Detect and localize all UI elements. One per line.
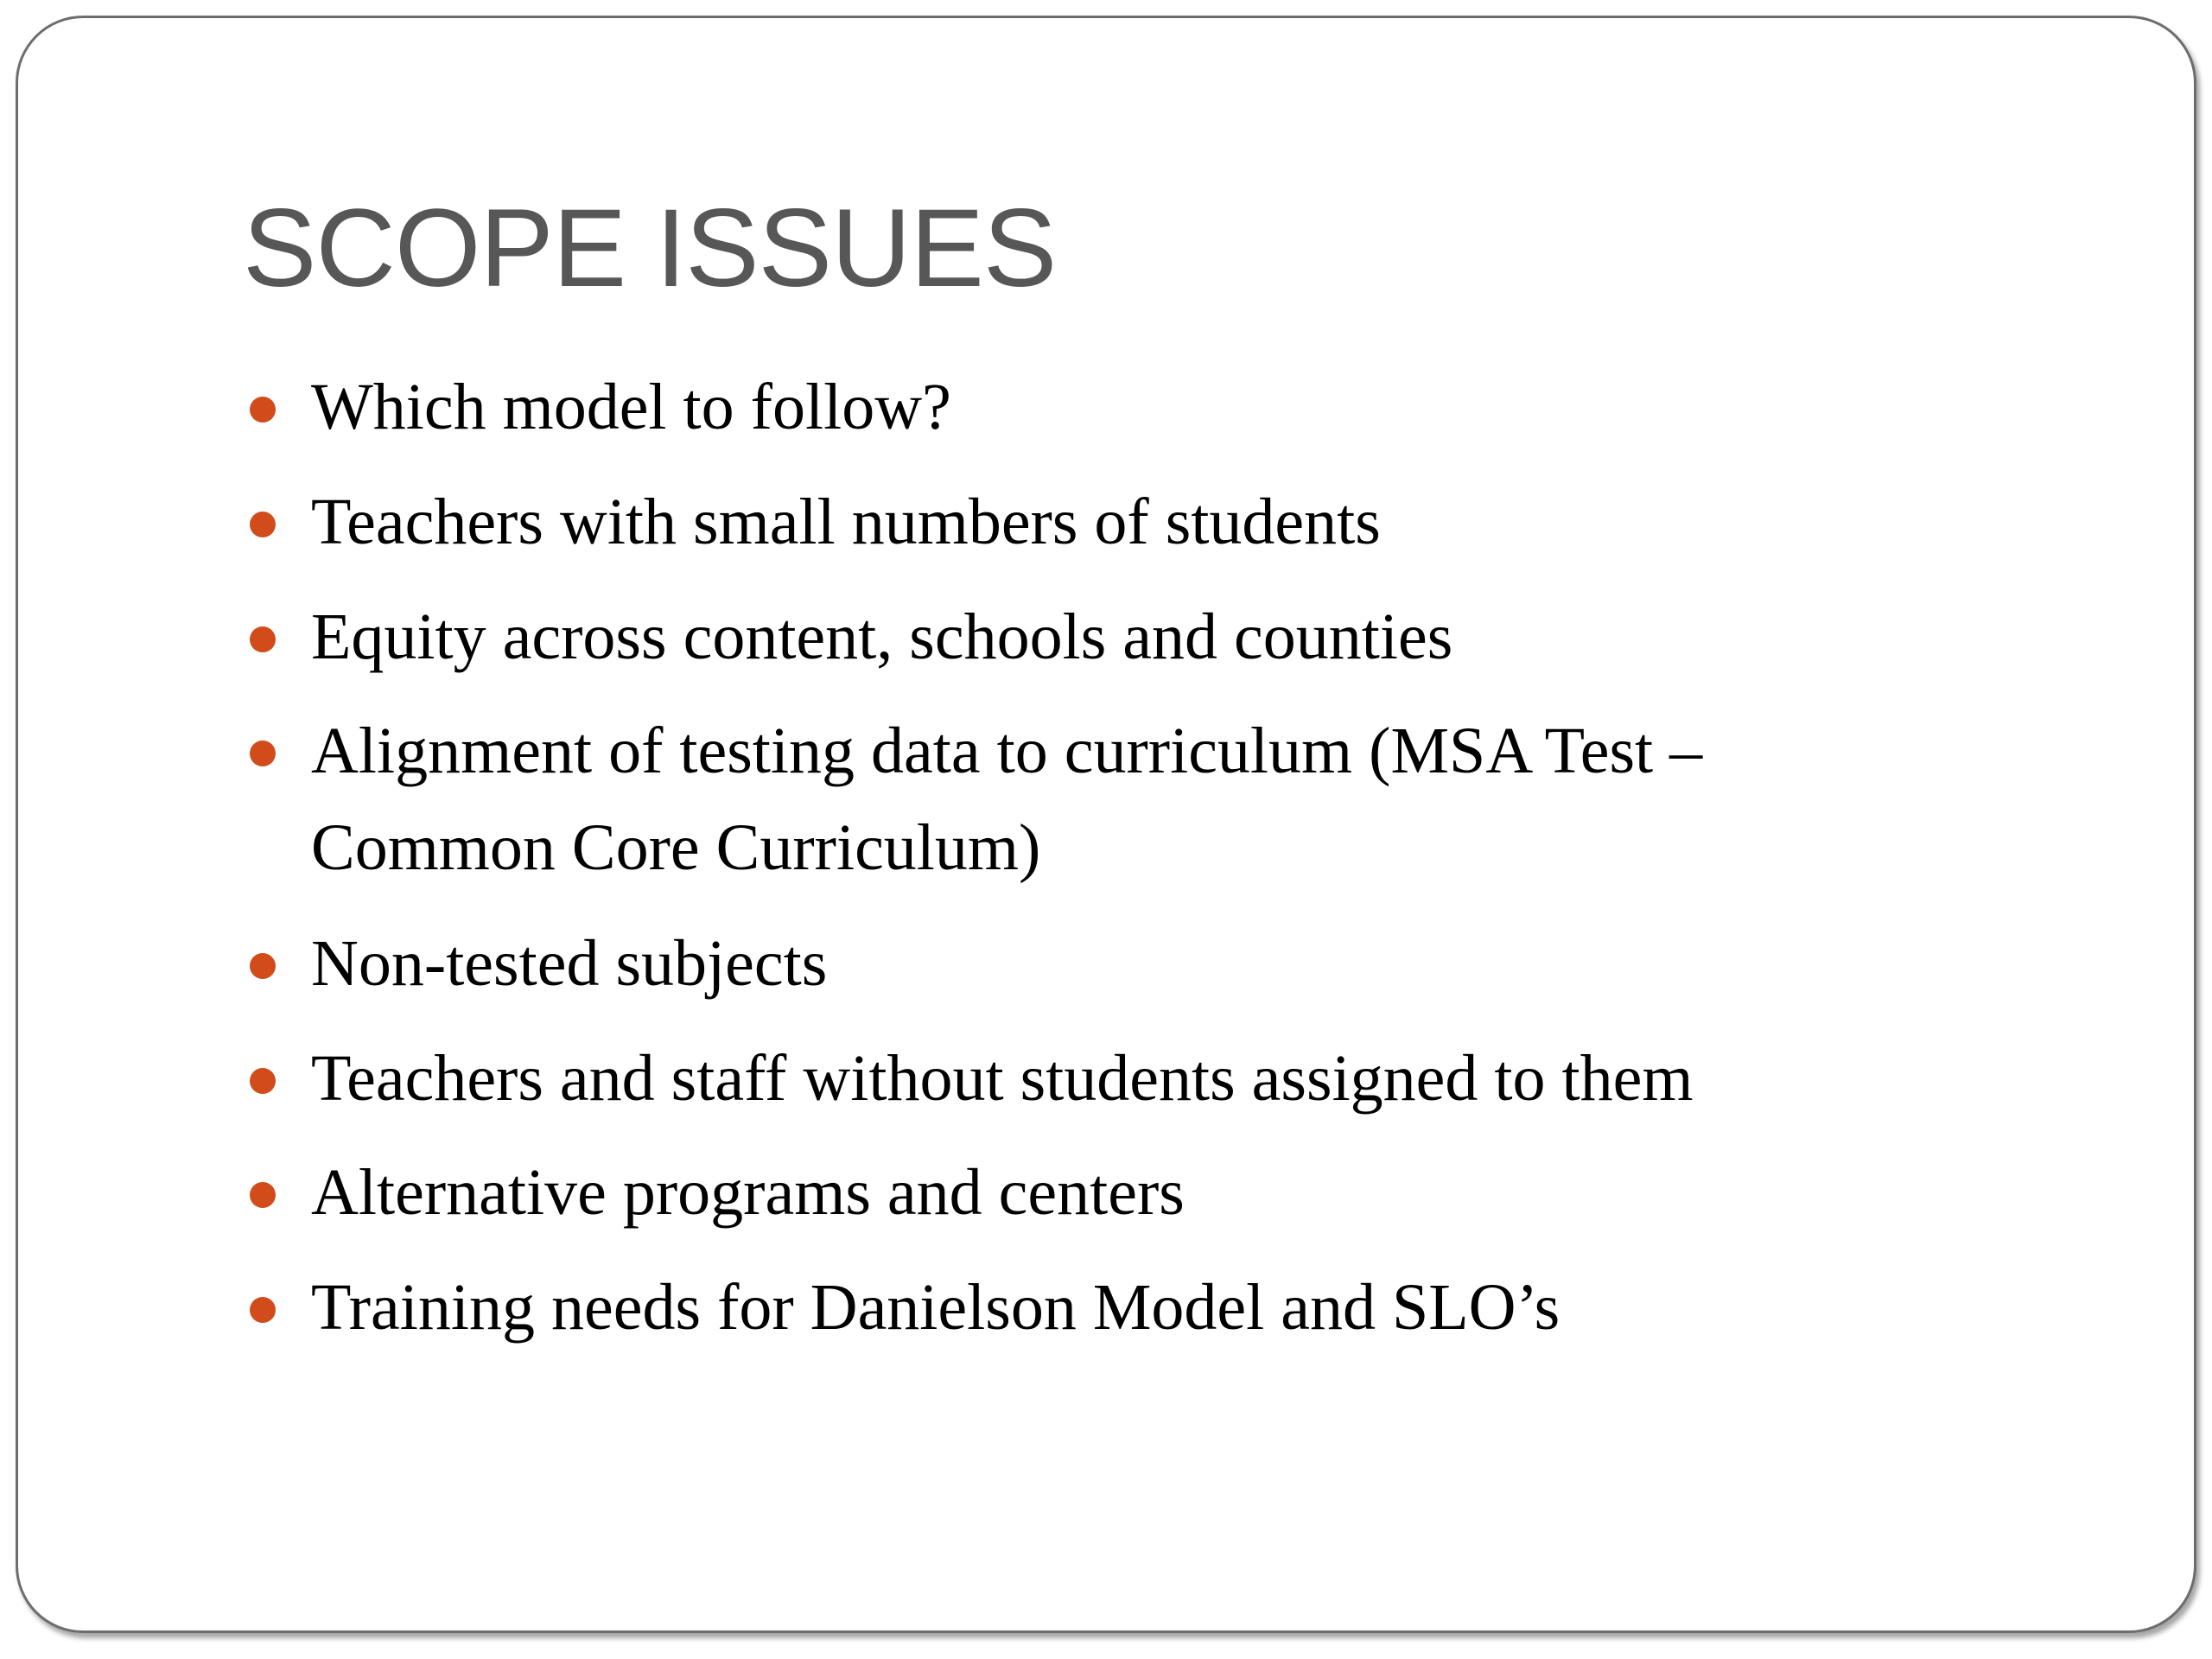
bullet-item bbox=[311, 1030, 1953, 1127]
bullet-dot-icon bbox=[250, 1297, 276, 1323]
bullet-dot-icon bbox=[250, 741, 276, 766]
bullet-text: Non-tested subjects bbox=[311, 927, 828, 1000]
bullet-text: Which model to follow? bbox=[311, 371, 951, 443]
bullet-item bbox=[311, 915, 1953, 1012]
bullet-text: Teachers and staff without students assigned to them bbox=[311, 1042, 1694, 1115]
bullet-text: Alignment of testing data to curriculum (MSA Test – Common Core Curriculum) bbox=[311, 715, 1703, 884]
bullet-text: Training needs for Danielson Model and SLO’s bbox=[311, 1271, 1560, 1344]
bullet-dot-icon bbox=[250, 397, 276, 423]
bullet-item bbox=[311, 588, 1953, 685]
bullet-text: Teachers with small numbers of students bbox=[311, 486, 1381, 558]
bullet-item bbox=[311, 474, 1953, 570]
bullet-item bbox=[311, 359, 1953, 455]
slide-title: SCOPE ISSUES bbox=[243, 187, 1057, 310]
bullet-item bbox=[311, 1259, 1953, 1356]
bullet-dot-icon bbox=[250, 1182, 276, 1208]
bullet-text: Alternative programs and centers bbox=[311, 1156, 1185, 1229]
bullet-dot-icon bbox=[250, 626, 276, 652]
bullet-text: Equity across content, schools and counties bbox=[311, 601, 1453, 673]
bullet-item bbox=[311, 1144, 1953, 1241]
bullet-item bbox=[311, 702, 1953, 896]
bullet-dot-icon bbox=[250, 512, 276, 537]
bullet-dot-icon bbox=[250, 953, 276, 979]
bullet-dot-icon bbox=[250, 1068, 276, 1094]
